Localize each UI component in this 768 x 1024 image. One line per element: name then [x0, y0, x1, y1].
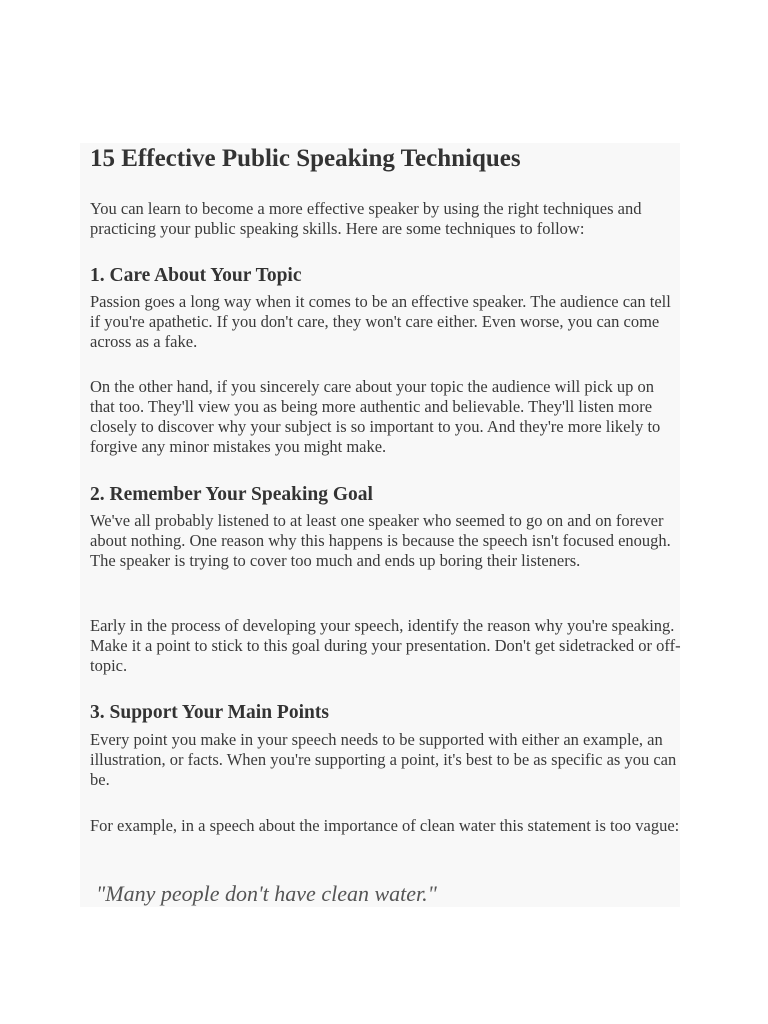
example-quote: "Many people don't have clean water."	[96, 881, 437, 906]
section-3-paragraph-1: Every point you make in your speech needs to be supported with either an example, an illustration, or facts. When you're supporting a point, it's best to be as specific as you can be.	[90, 730, 677, 789]
section-heading-care-about-topic: 1. Care About Your Topic	[90, 265, 302, 286]
section-1-paragraph-2: On the other hand, if you sincerely care about your topic the audience will pick up on that too. They'll view you as being more authentic and believable. They'll listen more closely to discover why your subject is so important to you. And they're more likely to forgive any minor mistakes you might make.	[90, 377, 661, 456]
section-3-paragraph-2: For example, in a speech about the importance of clean water this statement is too vague:	[90, 816, 680, 835]
intro-paragraph: You can learn to become a more effective speaker by using the right techniques and practicing your public speaking skills. Here are some techniques to follow:	[90, 199, 642, 238]
section-heading-support-main-points: 3. Support Your Main Points	[90, 702, 329, 723]
section-2-paragraph-2: Early in the process of developing your speech, identify the reason why you're speaking. Make it a point to stick to this goal during your presentation. Don't get sidetracked or off-topic.	[90, 616, 681, 675]
section-heading-speaking-goal: 2. Remember Your Speaking Goal	[90, 484, 373, 505]
section-1-paragraph-1: Passion goes a long way when it comes to be an effective speaker. The audience can tell if you're apathetic. If you don't care, they won't care either. Even worse, you can come across as a fake.	[90, 292, 671, 351]
page-title: 15 Effective Public Speaking Techniques	[90, 145, 521, 172]
section-2-paragraph-1: We've all probably listened to at least one speaker who seemed to go on and on forever about nothing. One reason why this happens is because the speech isn't focused enough. The speaker is trying to cover too much and ends up boring their listeners.	[90, 511, 671, 570]
